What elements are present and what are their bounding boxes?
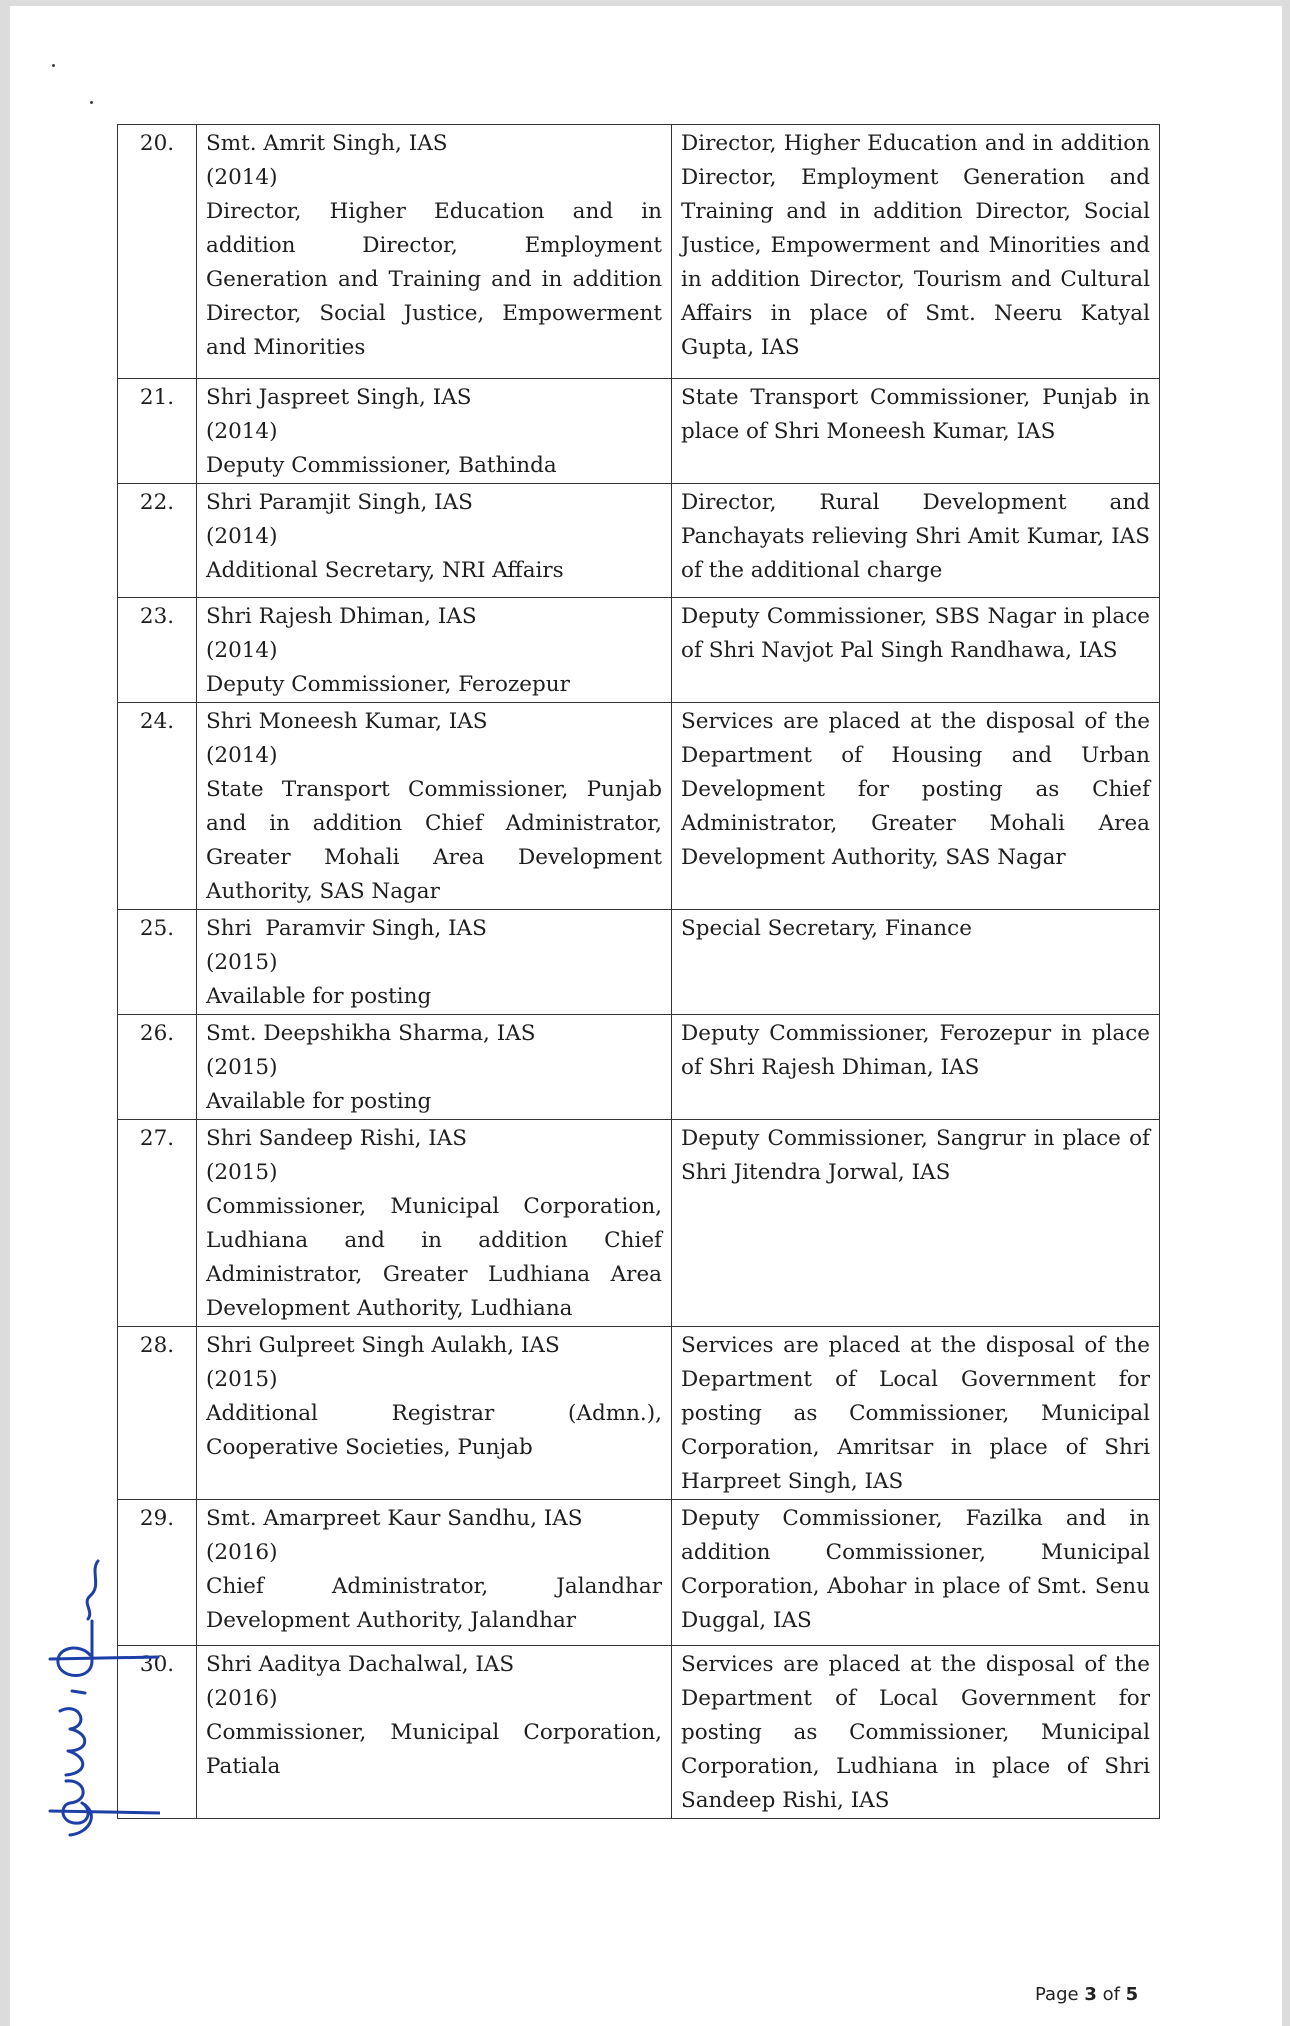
table-row [118, 703, 1160, 910]
present-posting: State Transport Commissioner, Punjab and in addition Chief Administrator, Greater Mohali Area Development Authority, SAS Nagar [206, 777, 662, 904]
serial-number: 20. [118, 125, 197, 379]
new-posting: Special Secretary, Finance [672, 910, 1160, 1015]
officer-cell [197, 484, 672, 598]
postings-table [117, 124, 1160, 1819]
present-posting: Deputy Commissioner, Bathinda [206, 453, 557, 478]
officer-name: Shri Gulpreet Singh Aulakh, IAS [206, 1333, 560, 1358]
officer-batch: (2015) [206, 1055, 278, 1080]
table-row [118, 125, 1160, 379]
officer-batch: (2014) [206, 165, 278, 190]
officer-batch: (2015) [206, 1160, 278, 1185]
table-row [118, 484, 1160, 598]
page-number [1035, 1984, 1138, 2005]
officer-cell [197, 1015, 672, 1120]
officer-batch: (2014) [206, 419, 278, 444]
scan-speck [52, 64, 55, 67]
present-posting: Commissioner, Municipal Corporation, Ludhiana and in addition Chief Administrator, Greater Ludhiana Area Development Authority, Ludhiana [206, 1194, 662, 1321]
serial-number: 25. [118, 910, 197, 1015]
new-posting: Deputy Commissioner, Ferozepur in place of Shri Rajesh Dhiman, IAS [672, 1015, 1160, 1120]
table-row [118, 1120, 1160, 1327]
total-pages: 5 [1125, 1984, 1139, 2005]
table-row [118, 1327, 1160, 1500]
officer-name: Shri Jaspreet Singh, IAS [206, 385, 472, 410]
new-posting: Director, Higher Education and in addition Director, Employment Generation and Training and in addition Director, Social Justice, Empowerment and Minorities and in addition Director, Tourism and Cultural Affairs in place of Smt. Neeru Katyal Gupta, IAS [672, 125, 1160, 379]
officer-name: Shri Moneesh Kumar, IAS [206, 709, 488, 734]
officer-cell [197, 910, 672, 1015]
signature-strokes [50, 1561, 160, 1835]
handwritten-signature [30, 1551, 160, 1841]
officer-cell [197, 125, 672, 379]
present-posting: Available for posting [206, 984, 432, 1009]
new-posting: Deputy Commissioner, Fazilka and in addition Commissioner, Municipal Corporation, Abohar in place of Smt. Senu Duggal, IAS [672, 1500, 1160, 1646]
new-posting: Services are placed at the disposal of the Department of Housing and Urban Development for posting as Chief Administrator, Greater Mohali Area Development Authority, SAS Nagar [672, 703, 1160, 910]
table-row [118, 1500, 1160, 1646]
table-row [118, 379, 1160, 484]
table-row [118, 1646, 1160, 1819]
serial-number: 27. [118, 1120, 197, 1327]
table-row [118, 1015, 1160, 1120]
officer-batch: (2014) [206, 524, 278, 549]
officer-cell [197, 598, 672, 703]
officer-cell [197, 379, 672, 484]
officer-name: Shri Aaditya Dachalwal, IAS [206, 1652, 515, 1677]
document-page [10, 6, 1282, 2026]
present-posting: Chief Administrator, Jalandhar Development Authority, Jalandhar [206, 1574, 662, 1633]
officer-batch: (2014) [206, 638, 278, 663]
scan-speck [90, 101, 93, 104]
officer-cell [197, 1500, 672, 1646]
present-posting: Deputy Commissioner, Ferozepur [206, 672, 570, 697]
new-posting: Deputy Commissioner, Sangrur in place of Shri Jitendra Jorwal, IAS [672, 1120, 1160, 1327]
page-prefix: Page [1035, 1984, 1079, 2005]
serial-number: 30. [118, 1646, 197, 1819]
serial-number: 28. [118, 1327, 197, 1500]
table-row [118, 598, 1160, 703]
table-row [118, 910, 1160, 1015]
new-posting: Services are placed at the disposal of the Department of Local Government for posting as Commissioner, Municipal Corporation, Ludhiana in place of Shri Sandeep Rishi, IAS [672, 1646, 1160, 1819]
present-posting: Commissioner, Municipal Corporation, Patiala [206, 1720, 662, 1779]
officer-cell [197, 703, 672, 910]
present-posting: Available for posting [206, 1089, 432, 1114]
serial-number: 29. [118, 1500, 197, 1646]
current-page: 3 [1084, 1984, 1097, 2005]
officer-name: Smt. Amrit Singh, IAS [206, 131, 448, 156]
officer-cell [197, 1646, 672, 1819]
serial-number: 23. [118, 598, 197, 703]
officer-name: Shri Sandeep Rishi, IAS [206, 1126, 468, 1151]
serial-number: 21. [118, 379, 197, 484]
of-label: of [1102, 1984, 1120, 2005]
officer-cell [197, 1327, 672, 1500]
officer-batch: (2016) [206, 1686, 278, 1711]
officer-name: Smt. Deepshikha Sharma, IAS [206, 1021, 536, 1046]
officer-batch: (2015) [206, 1367, 278, 1392]
officer-batch: (2015) [206, 950, 278, 975]
officer-batch: (2016) [206, 1540, 278, 1565]
new-posting: Director, Rural Development and Panchayats relieving Shri Amit Kumar, IAS of the additional charge [672, 484, 1160, 598]
serial-number: 26. [118, 1015, 197, 1120]
new-posting: State Transport Commissioner, Punjab in place of Shri Moneesh Kumar, IAS [672, 379, 1160, 484]
officer-name: Shri Paramjit Singh, IAS [206, 490, 473, 515]
new-posting: Services are placed at the disposal of the Department of Local Government for posting as Commissioner, Municipal Corporation, Amritsar in place of Shri Harpreet Singh, IAS [672, 1327, 1160, 1500]
present-posting: Director, Higher Education and in addition Director, Employment Generation and Training and in addition Director, Social Justice, Empowerment and Minorities [206, 199, 662, 360]
officer-name: Shri Paramvir Singh, IAS [206, 916, 487, 941]
present-posting: Additional Registrar (Admn.), Cooperative Societies, Punjab [206, 1401, 662, 1460]
present-posting: Additional Secretary, NRI Affairs [206, 558, 564, 583]
serial-number: 22. [118, 484, 197, 598]
new-posting: Deputy Commissioner, SBS Nagar in place of Shri Navjot Pal Singh Randhawa, IAS [672, 598, 1160, 703]
officer-cell [197, 1120, 672, 1327]
officer-name: Shri Rajesh Dhiman, IAS [206, 604, 477, 629]
officer-batch: (2014) [206, 743, 278, 768]
serial-number: 24. [118, 703, 197, 910]
officer-name: Smt. Amarpreet Kaur Sandhu, IAS [206, 1506, 583, 1531]
